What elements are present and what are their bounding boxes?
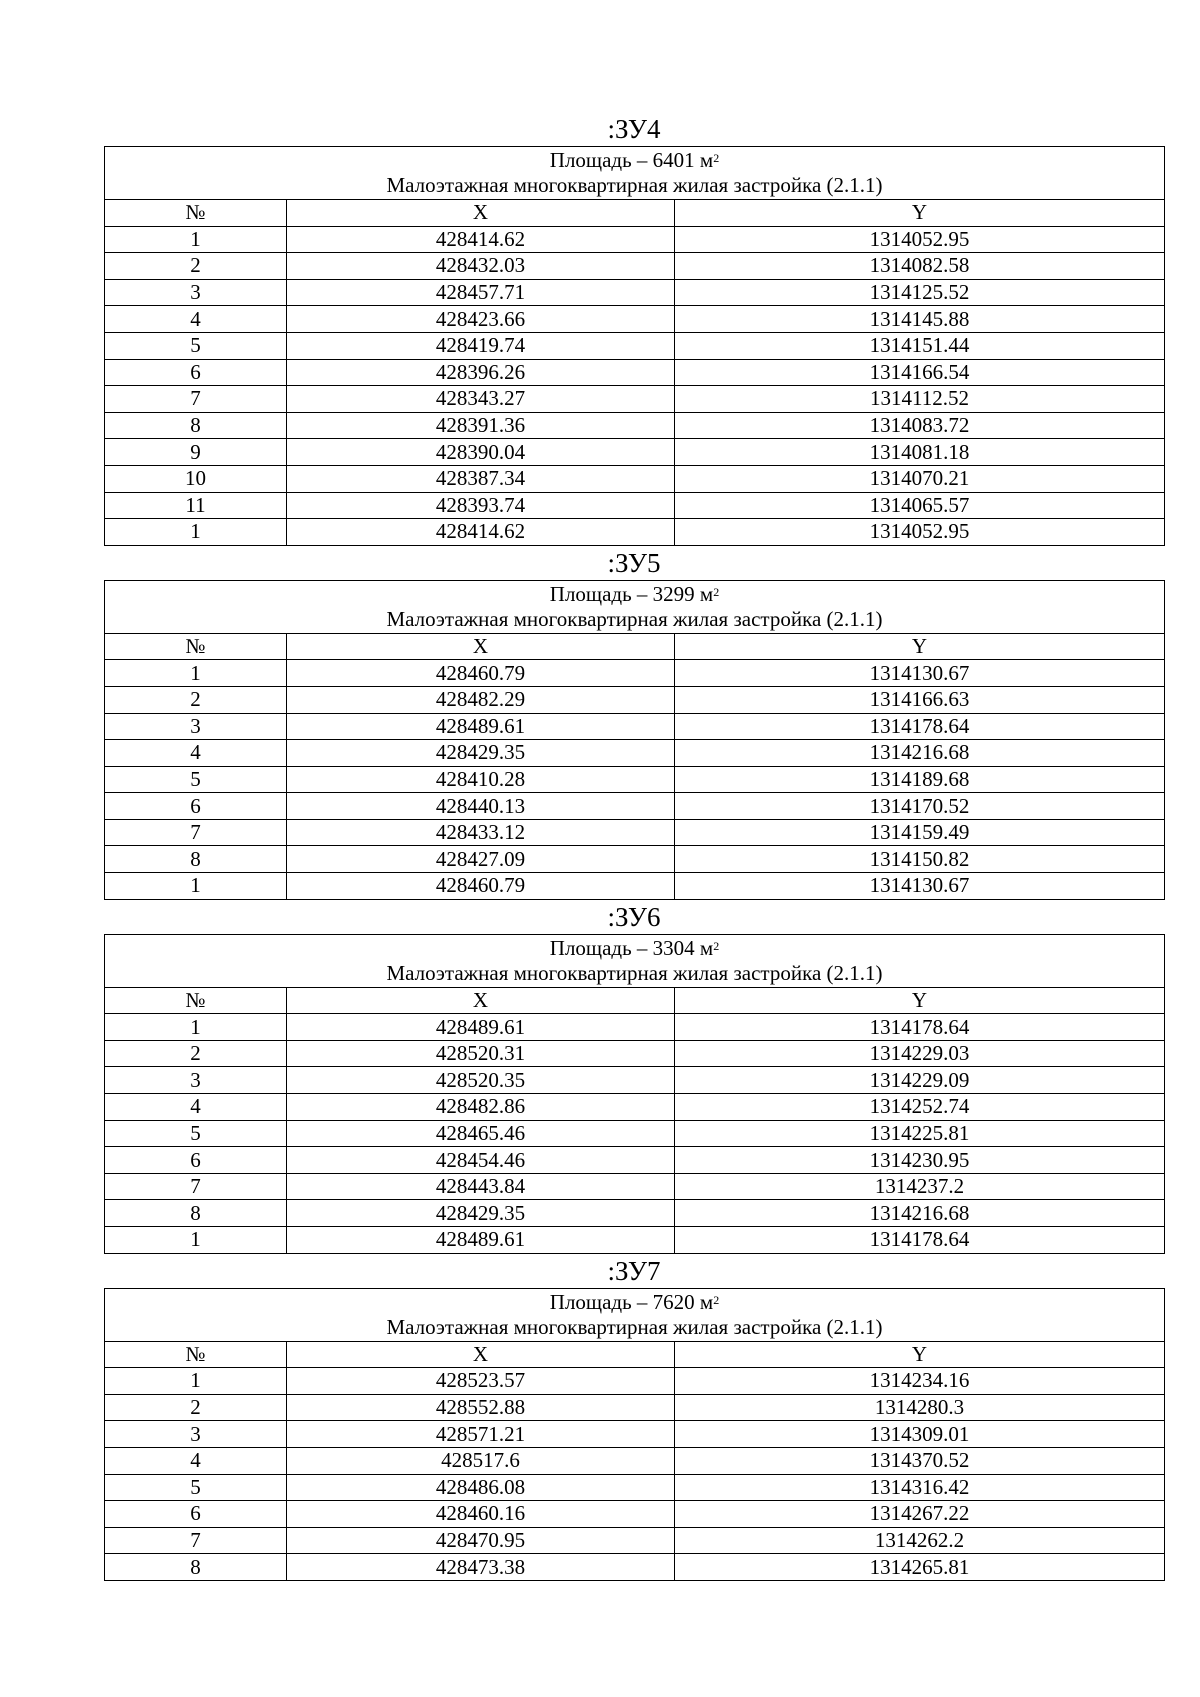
x-coordinate-cell: 428410.28 [287, 766, 675, 793]
table-row [105, 386, 1165, 413]
area-unit-exponent: 2 [713, 584, 720, 599]
table-row [105, 766, 1165, 793]
y-coordinate-cell: 1314082.58 [675, 253, 1165, 280]
point-number-cell: 4 [105, 1094, 287, 1121]
point-number-cell: 7 [105, 1527, 287, 1554]
point-number-cell: 2 [105, 253, 287, 280]
x-coordinate-cell: 428473.38 [287, 1554, 675, 1581]
y-coordinate-cell: 1314130.67 [675, 873, 1165, 900]
table-row [105, 439, 1165, 466]
point-number-cell: 1 [105, 519, 287, 546]
column-header-y: Y [675, 633, 1165, 660]
x-coordinate-cell: 428429.35 [287, 740, 675, 767]
y-coordinate-cell: 1314216.68 [675, 740, 1165, 767]
area-value: Площадь – 3299 м [549, 581, 714, 606]
point-number-cell: 4 [105, 1447, 287, 1474]
y-coordinate-cell: 1314216.68 [675, 1200, 1165, 1227]
coordinates-table [104, 934, 1165, 1254]
y-coordinate-cell: 1314112.52 [675, 386, 1165, 413]
table-row [105, 359, 1165, 386]
point-number-cell: 2 [105, 1040, 287, 1067]
point-number-cell: 2 [105, 686, 287, 713]
point-number-cell: 1 [105, 873, 287, 900]
table-row [105, 1447, 1165, 1474]
column-header-row [105, 987, 1165, 1014]
area-label [105, 1290, 1164, 1315]
x-coordinate-cell: 428520.31 [287, 1040, 675, 1067]
x-coordinate-cell: 428414.62 [287, 226, 675, 253]
x-coordinate-cell: 428419.74 [287, 332, 675, 359]
x-coordinate-cell: 428489.61 [287, 1227, 675, 1254]
area-info-cell [105, 147, 1165, 200]
y-coordinate-cell: 1314309.01 [675, 1421, 1165, 1448]
x-coordinate-cell: 428489.61 [287, 1014, 675, 1041]
point-number-cell: 1 [105, 660, 287, 687]
table-row [105, 873, 1165, 900]
table-row [105, 1120, 1165, 1147]
y-coordinate-cell: 1314316.42 [675, 1474, 1165, 1501]
table-row [105, 1014, 1165, 1041]
table-row [105, 1173, 1165, 1200]
table-row [105, 1527, 1165, 1554]
column-header-number: № [105, 200, 287, 227]
x-coordinate-cell: 428414.62 [287, 519, 675, 546]
area-label [105, 148, 1164, 173]
x-coordinate-cell: 428387.34 [287, 465, 675, 492]
column-header-number: № [105, 1341, 287, 1368]
y-coordinate-cell: 1314178.64 [675, 713, 1165, 740]
table-row [105, 226, 1165, 253]
land-use-label: Малоэтажная многоквартирная жилая застройка (2.1.1) [386, 606, 883, 631]
y-coordinate-cell: 1314170.52 [675, 793, 1165, 820]
x-coordinate-cell: 428454.46 [287, 1147, 675, 1174]
area-unit-exponent: 2 [713, 151, 720, 165]
y-coordinate-cell: 1314070.21 [675, 465, 1165, 492]
point-number-cell: 7 [105, 819, 287, 846]
table-row [105, 253, 1165, 280]
y-coordinate-cell: 1314178.64 [675, 1227, 1165, 1254]
point-number-cell: 8 [105, 846, 287, 873]
coordinates-table [104, 146, 1165, 546]
table-row [105, 1368, 1165, 1395]
x-coordinate-cell: 428396.26 [287, 359, 675, 386]
column-header-number: № [105, 633, 287, 660]
y-coordinate-cell: 1314237.2 [675, 1173, 1165, 1200]
point-number-cell: 3 [105, 1067, 287, 1094]
point-number-cell: 5 [105, 1474, 287, 1501]
column-header-x: X [287, 1341, 675, 1368]
table-row [105, 1067, 1165, 1094]
area-info-row [105, 934, 1165, 987]
area-unit-exponent: 2 [713, 938, 720, 953]
x-coordinate-cell: 428460.79 [287, 660, 675, 687]
point-number-cell: 11 [105, 492, 287, 519]
land-use-label: Малоэтажная многоквартирная жилая застройка (2.1.1) [386, 1314, 883, 1339]
point-number-cell: 6 [105, 359, 287, 386]
table-row [105, 306, 1165, 333]
section-title: :ЗУ5 [607, 547, 661, 578]
y-coordinate-cell: 1314081.18 [675, 439, 1165, 466]
y-coordinate-cell: 1314189.68 [675, 766, 1165, 793]
y-coordinate-cell: 1314265.81 [675, 1554, 1165, 1581]
table-row [105, 660, 1165, 687]
x-coordinate-cell: 428429.35 [287, 1200, 675, 1227]
table-row [105, 519, 1165, 546]
column-header-y: Y [675, 200, 1165, 227]
point-number-cell: 2 [105, 1394, 287, 1421]
area-label [105, 936, 1164, 961]
x-coordinate-cell: 428465.46 [287, 1120, 675, 1147]
column-header-row [105, 1341, 1165, 1368]
table-row [105, 1394, 1165, 1421]
y-coordinate-cell: 1314125.52 [675, 279, 1165, 306]
x-coordinate-cell: 428482.86 [287, 1094, 675, 1121]
column-header-number: № [105, 987, 287, 1014]
point-number-cell: 4 [105, 306, 287, 333]
point-number-cell: 6 [105, 1501, 287, 1528]
x-coordinate-cell: 428470.95 [287, 1527, 675, 1554]
x-coordinate-cell: 428460.79 [287, 873, 675, 900]
y-coordinate-cell: 1314225.81 [675, 1120, 1165, 1147]
x-coordinate-cell: 428427.09 [287, 846, 675, 873]
y-coordinate-cell: 1314267.22 [675, 1501, 1165, 1528]
y-coordinate-cell: 1314280.3 [675, 1394, 1165, 1421]
y-coordinate-cell: 1314252.74 [675, 1094, 1165, 1121]
point-number-cell: 8 [105, 1200, 287, 1227]
y-coordinate-cell: 1314229.03 [675, 1040, 1165, 1067]
table-row [105, 740, 1165, 767]
area-info-row [105, 580, 1165, 633]
section-title: :ЗУ4 [607, 114, 661, 144]
point-number-cell: 6 [105, 793, 287, 820]
y-coordinate-cell: 1314262.2 [675, 1527, 1165, 1554]
area-info-row [105, 147, 1165, 200]
land-use-label: Малоэтажная многоквартирная жилая застройка (2.1.1) [386, 960, 883, 985]
column-header-x: X [287, 200, 675, 227]
point-number-cell: 3 [105, 1421, 287, 1448]
column-header-x: X [287, 633, 675, 660]
x-coordinate-cell: 428391.36 [287, 412, 675, 439]
y-coordinate-cell: 1314052.95 [675, 519, 1165, 546]
x-coordinate-cell: 428393.74 [287, 492, 675, 519]
coordinates-table [104, 580, 1165, 900]
x-coordinate-cell: 428440.13 [287, 793, 675, 820]
point-number-cell: 9 [105, 439, 287, 466]
y-coordinate-cell: 1314159.49 [675, 819, 1165, 846]
area-value: Площадь – 3304 м [549, 935, 714, 960]
point-number-cell: 4 [105, 740, 287, 767]
table-row [105, 846, 1165, 873]
table-row [105, 1147, 1165, 1174]
x-coordinate-cell: 428520.35 [287, 1067, 675, 1094]
table-row [105, 279, 1165, 306]
point-number-cell: 8 [105, 1554, 287, 1581]
table-row [105, 713, 1165, 740]
y-coordinate-cell: 1314145.88 [675, 306, 1165, 333]
area-info-cell [105, 580, 1165, 633]
point-number-cell: 1 [105, 1014, 287, 1041]
point-number-cell: 7 [105, 386, 287, 413]
area-value: Площадь – 7620 м [549, 1289, 714, 1314]
table-row [105, 1554, 1165, 1581]
y-coordinate-cell: 1314229.09 [675, 1067, 1165, 1094]
x-coordinate-cell: 428433.12 [287, 819, 675, 846]
x-coordinate-cell: 428571.21 [287, 1421, 675, 1448]
y-coordinate-cell: 1314178.64 [675, 1014, 1165, 1041]
table-row [105, 1094, 1165, 1121]
area-unit-exponent: 2 [713, 1292, 720, 1307]
point-number-cell: 1 [105, 1227, 287, 1254]
y-coordinate-cell: 1314151.44 [675, 332, 1165, 359]
land-use-label: Малоэтажная многоквартирная жилая застройка (2.1.1) [386, 173, 883, 197]
y-coordinate-cell: 1314230.95 [675, 1147, 1165, 1174]
point-number-cell: 5 [105, 332, 287, 359]
column-header-y: Y [675, 987, 1165, 1014]
y-coordinate-cell: 1314083.72 [675, 412, 1165, 439]
table-row [105, 1200, 1165, 1227]
table-row [105, 332, 1165, 359]
table-row [105, 412, 1165, 439]
table-row [105, 1227, 1165, 1254]
y-coordinate-cell: 1314052.95 [675, 226, 1165, 253]
point-number-cell: 7 [105, 1173, 287, 1200]
y-coordinate-cell: 1314150.82 [675, 846, 1165, 873]
area-value: Площадь – 6401 м [549, 148, 714, 172]
x-coordinate-cell: 428423.66 [287, 306, 675, 333]
x-coordinate-cell: 428523.57 [287, 1368, 675, 1395]
point-number-cell: 10 [105, 465, 287, 492]
table-row [105, 492, 1165, 519]
point-number-cell: 1 [105, 226, 287, 253]
column-header-row [105, 200, 1165, 227]
x-coordinate-cell: 428390.04 [287, 439, 675, 466]
column-header-row [105, 633, 1165, 660]
section-title: :ЗУ7 [607, 1255, 661, 1286]
y-coordinate-cell: 1314130.67 [675, 660, 1165, 687]
table-row [105, 819, 1165, 846]
table-row [105, 1421, 1165, 1448]
table-row [105, 793, 1165, 820]
area-info-cell [105, 1288, 1165, 1341]
x-coordinate-cell: 428486.08 [287, 1474, 675, 1501]
x-coordinate-cell: 428482.29 [287, 686, 675, 713]
table-row [105, 1040, 1165, 1067]
area-info-row [105, 1288, 1165, 1341]
x-coordinate-cell: 428460.16 [287, 1501, 675, 1528]
x-coordinate-cell: 428343.27 [287, 386, 675, 413]
point-number-cell: 3 [105, 279, 287, 306]
point-number-cell: 5 [105, 766, 287, 793]
x-coordinate-cell: 428443.84 [287, 1173, 675, 1200]
point-number-cell: 6 [105, 1147, 287, 1174]
x-coordinate-cell: 428489.61 [287, 713, 675, 740]
section-title: :ЗУ6 [607, 901, 661, 932]
point-number-cell: 1 [105, 1368, 287, 1395]
column-header-x: X [287, 987, 675, 1014]
x-coordinate-cell: 428517.6 [287, 1447, 675, 1474]
point-number-cell: 5 [105, 1120, 287, 1147]
table-row [105, 686, 1165, 713]
x-coordinate-cell: 428552.88 [287, 1394, 675, 1421]
table-row [105, 1474, 1165, 1501]
y-coordinate-cell: 1314234.16 [675, 1368, 1165, 1395]
x-coordinate-cell: 428432.03 [287, 253, 675, 280]
point-number-cell: 8 [105, 412, 287, 439]
y-coordinate-cell: 1314166.54 [675, 359, 1165, 386]
x-coordinate-cell: 428457.71 [287, 279, 675, 306]
coordinates-table [104, 1288, 1165, 1581]
document-page [104, 112, 1164, 1581]
area-label [105, 582, 1164, 607]
point-number-cell: 3 [105, 713, 287, 740]
y-coordinate-cell: 1314370.52 [675, 1447, 1165, 1474]
column-header-y: Y [675, 1341, 1165, 1368]
table-row [105, 1501, 1165, 1528]
y-coordinate-cell: 1314065.57 [675, 492, 1165, 519]
table-row [105, 465, 1165, 492]
y-coordinate-cell: 1314166.63 [675, 686, 1165, 713]
area-info-cell [105, 934, 1165, 987]
